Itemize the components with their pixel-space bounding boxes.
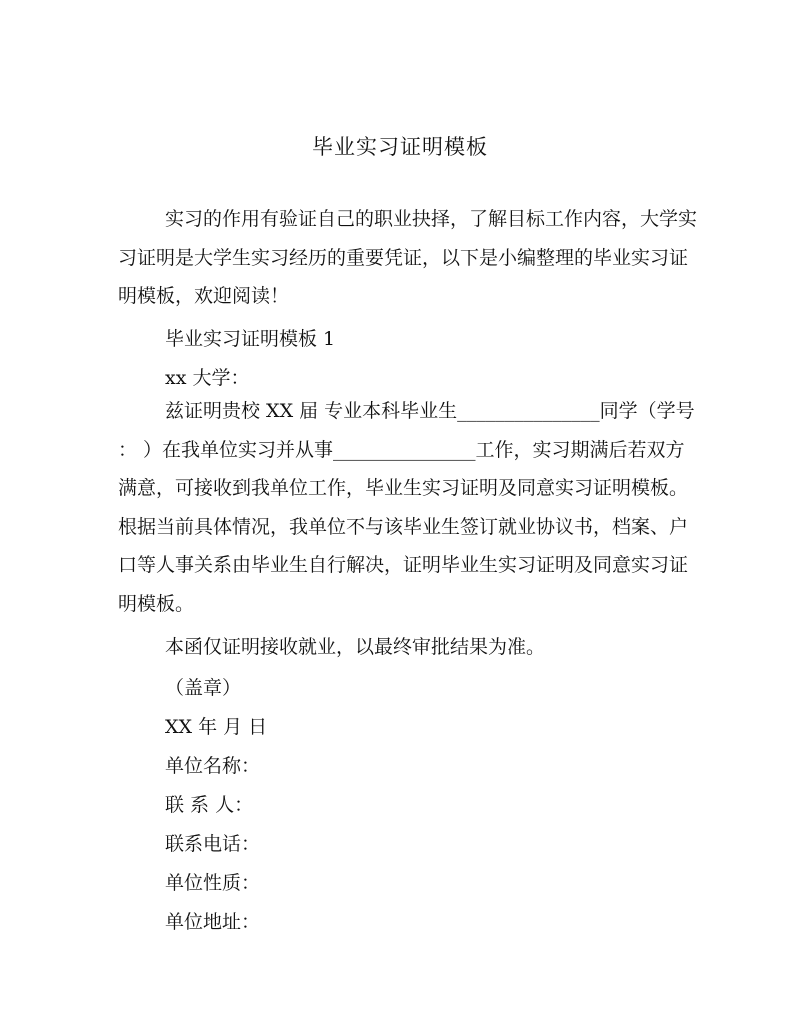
body-paragraph — [118, 392, 695, 623]
note-text: 本函仅证明接收就业，以最终审批结果为准。 — [165, 636, 546, 658]
intro-line: 明模板，欢迎阅读！ — [118, 285, 290, 307]
field-contact-person: 联 系 人： — [165, 794, 254, 816]
body-line: 明模板。 — [118, 592, 195, 615]
field-unit-name: 单位名称： — [165, 755, 261, 777]
date-line: XX 年 月 日 — [165, 716, 268, 738]
body-line: ： ）在我单位实习并从事_______________工作，实习期满后若双方 — [118, 438, 685, 461]
intro-line: 实习的作用有验证自己的职业抉择，了解目标工作内容，大学实 — [165, 208, 698, 230]
body-line: 兹证明贵校 XX 届 专业本科毕业生_______________同学（学号 — [165, 400, 695, 422]
body-line: 根据当前具体情况，我单位不与该毕业生签订就业协议书，档案、户 — [118, 515, 689, 538]
intro-line: 习证明是大学生实习经历的重要凭证，以下是小编整理的毕业实习证 — [118, 246, 689, 269]
field-unit-type: 单位性质： — [165, 872, 261, 894]
seal-text: （盖章） — [165, 677, 242, 699]
body-line: 满意，可接收到我单位工作，毕业生实习证明及同意实习证明模板。 — [118, 477, 689, 499]
intro-paragraph — [118, 200, 698, 316]
document-title: 毕业实习证明模板 — [312, 135, 488, 159]
template-heading: 毕业实习证明模板 1 — [165, 328, 336, 350]
field-unit-address: 单位地址： — [165, 911, 261, 933]
field-contact-phone: 联系电话： — [165, 833, 261, 855]
salutation: xx 大学： — [165, 367, 250, 389]
body-line: 口等人事关系由毕业生自行解决，证明毕业生实习证明及同意实习证 — [118, 554, 689, 576]
